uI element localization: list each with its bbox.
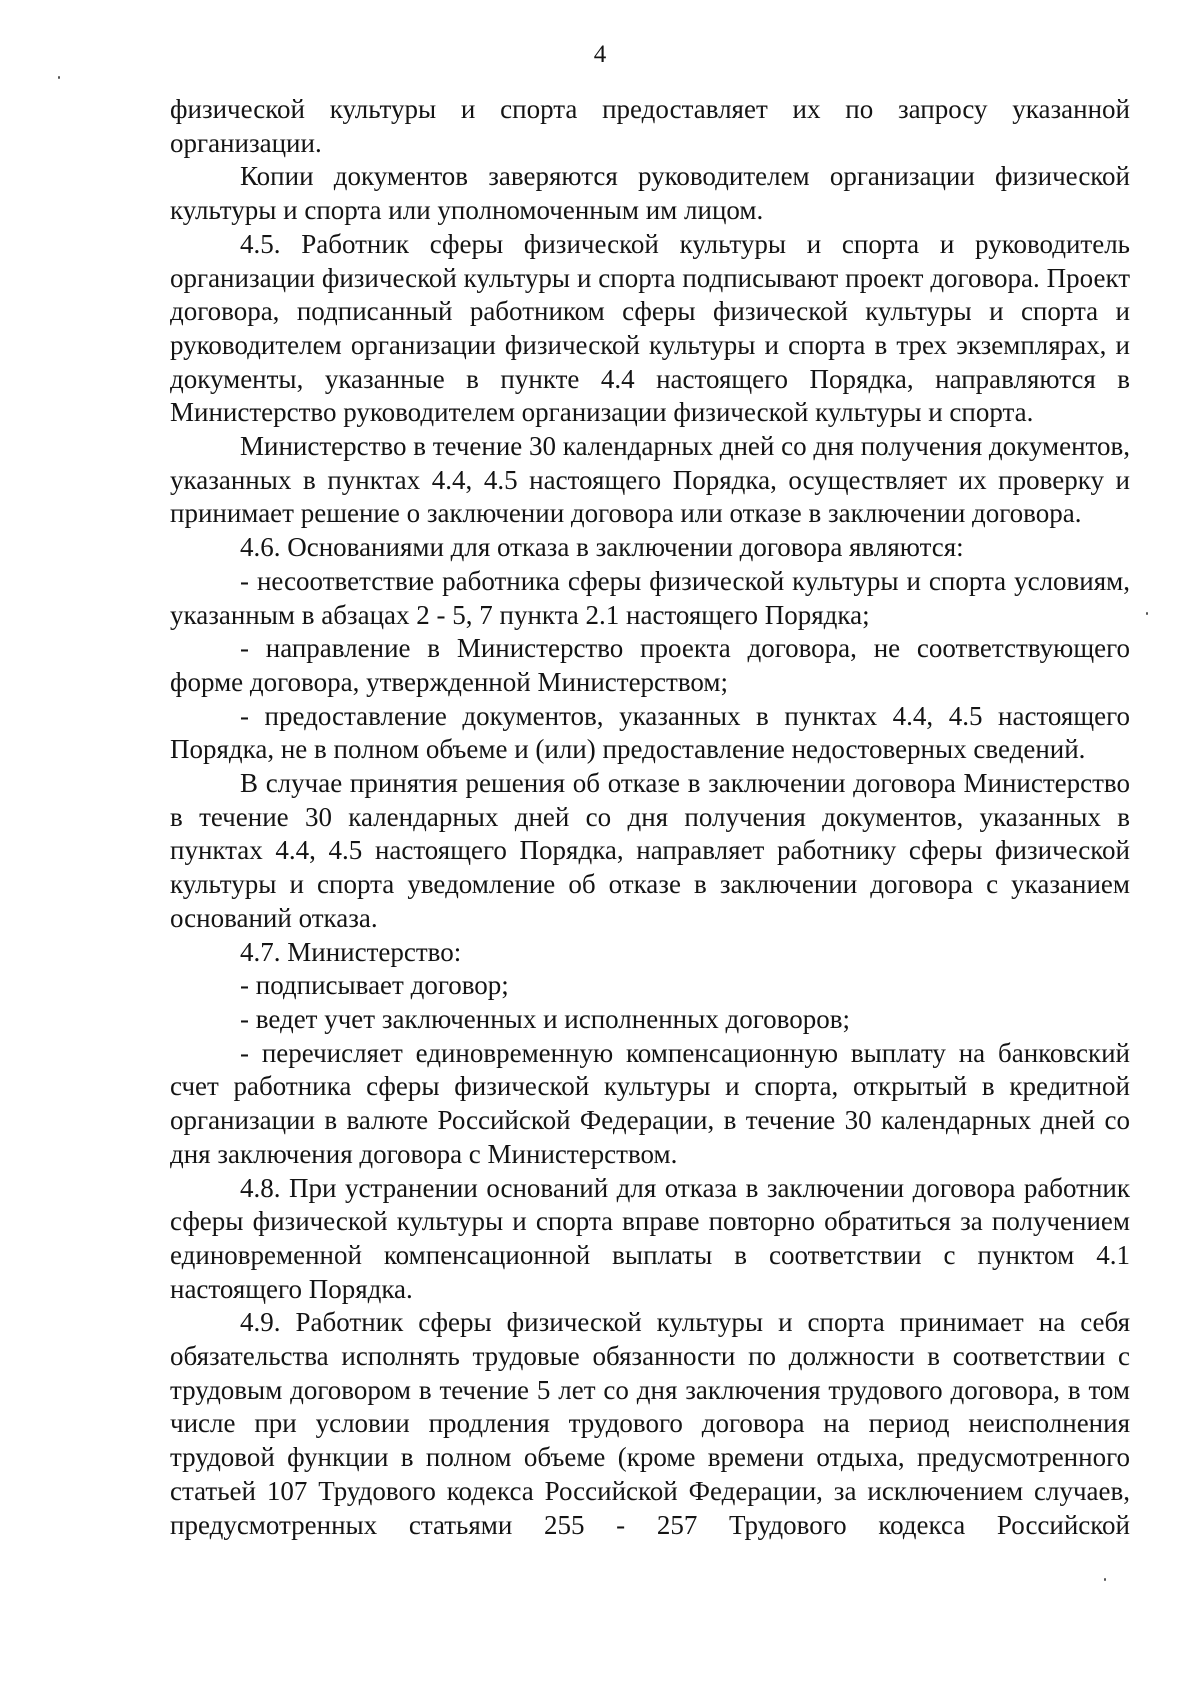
list-item-ministry-1: - подписывает договор;	[240, 970, 509, 1001]
list-item-refusal-2: - направление в Министерство проекта договора, не соответствующего форме договора, утвержденной Министерством;	[170, 633, 1130, 697]
list-item-ministry-3: - перечисляет единовременную компенсационную выплату на банковский счет работника сферы физической культуры и спорта, открытый в кредитной организации в валюте Российской Федерации, в течение 30 календарных дней со дня заключения договора с Министерством.	[170, 1037, 1130, 1169]
list-item-ministry-2: - ведет учет заключенных и исполненных договоров;	[240, 1003, 850, 1034]
list-item-refusal-3: - предоставление документов, указанных в пунктах 4.4, 4.5 настоящего Порядка, не в полном объеме и (или) предоставление недостоверных сведений.	[170, 700, 1130, 765]
scan-speck	[1104, 1578, 1106, 1581]
paragraph-4-8: 4.8. При устранении оснований для отказа в заключении договора работник сферы физической культуры и спорта вправе повторно обратиться за получением единовременной компенсационной выплаты в соответствии с пунктом 4.1 настоящего Порядка.	[170, 1172, 1130, 1304]
paragraph-4-9: 4.9. Работник сферы физической культуры и спорта принимает на себя обязательства исполнять трудовые обязанности по должности в соответствии с трудовым договором в течение 5 лет со дня заключения трудового договора, в том числе при условии продления трудового договора на период неисполнения трудовой функции в полном объеме (кроме времени отдыха, предусмотренного статьей 107 Трудового кодекса Российской Федерации, за исключением случаев, предусмотренных статьями 255 - 257 Трудового кодекса Российской	[170, 1307, 1130, 1540]
paragraph-continuation: физической культуры и спорта предоставляет их по запросу указанной организации.	[170, 94, 1130, 158]
paragraph-4-7: 4.7. Министерство:	[240, 936, 462, 967]
scan-speck	[58, 76, 60, 79]
page-number: 4	[593, 41, 607, 68]
list-item-refusal-1: - несоответствие работника сферы физической культуры и спорта условиям, указанным в абзацах 2 - 5, 7 пункта 2.1 настоящего Порядка;	[170, 565, 1130, 630]
paragraph-ministry-review: Министерство в течение 30 календарных дней со дня получения документов, указанных в пунктах 4.4, 4.5 настоящего Порядка, осуществляет их проверку и принимает решение о заключении договора или отказе в заключении договора.	[170, 431, 1130, 529]
scan-speck	[1146, 612, 1148, 615]
paragraph-refusal-notice: В случае принятия решения об отказе в заключении договора Министерство в течение 30 календарных дней со дня получения документов, указанных в пунктах 4.4, 4.5 настоящего Порядка, направляет работнику сферы физической культуры и спорта уведомление об отказе в заключении договора с указанием оснований отказа.	[170, 768, 1130, 933]
paragraph-copies: Копии документов заверяются руководителем организации физической культуры и спорта или уполномоченным им лицом.	[170, 161, 1130, 226]
document-body	[170, 93, 1130, 1542]
paragraph-4-5: 4.5. Работник сферы физической культуры и спорта и руководитель организации физической культуры и спорта подписывают проект договора. Проект договора, подписанный работником сферы физической культуры и спорта и руководителем организации физической культуры и спорта в трех экземплярах, и документы, указанные в пункте 4.4 настоящего Порядка, направляются в Министерство руководителем организации физической культуры и спорта.	[170, 228, 1130, 428]
paragraph-4-6: 4.6. Основаниями для отказа в заключении договора являются:	[240, 532, 964, 563]
